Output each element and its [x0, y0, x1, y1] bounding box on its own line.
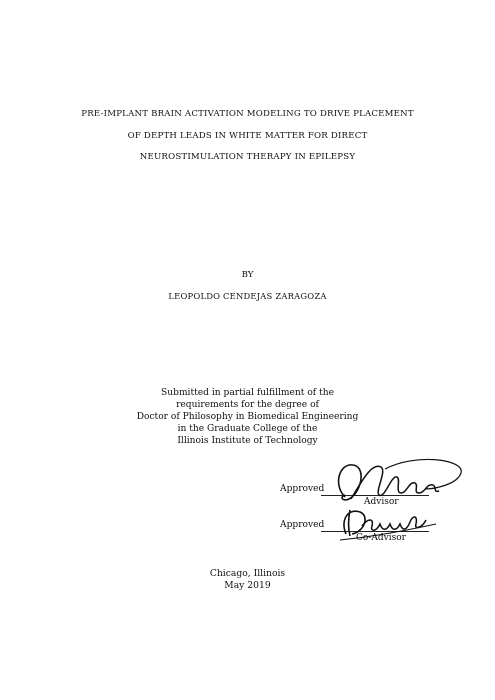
- author-name: LEOPOLDO CENDEJAS ZARAGOZA: [168, 291, 327, 301]
- date: May 2019: [224, 580, 271, 591]
- by-label: BY: [241, 270, 254, 280]
- coadvisor-caption: Co-Advisor: [356, 533, 406, 543]
- submission-line-1: Submitted in partial fulfillment of the: [161, 388, 334, 398]
- location: Chicago, Illinois: [209, 568, 286, 579]
- submission-line-2: requirements for the degree of: [176, 400, 319, 410]
- approved-label-advisor: Approved: [280, 484, 325, 494]
- title-line-3: NEUROSTIMULATION THERAPY IN EPILEPSY: [139, 152, 356, 162]
- advisor-caption: Advisor: [364, 497, 399, 507]
- title-line-1: PRE-IMPLANT BRAIN ACTIVATION MODELING TO DRIVE PLACEMENT: [81, 109, 414, 119]
- submission-line-4: in the Graduate College of the: [177, 424, 318, 434]
- title-line-2: OF DEPTH LEADS IN WHITE MATTER FOR DIRECT: [127, 131, 368, 141]
- approved-label-coadvisor: Approved: [280, 520, 325, 530]
- submission-line-3: Doctor of Philosophy in Biomedical Engineering: [136, 412, 359, 422]
- submission-line-5: Illinois Institute of Technology: [177, 436, 318, 446]
